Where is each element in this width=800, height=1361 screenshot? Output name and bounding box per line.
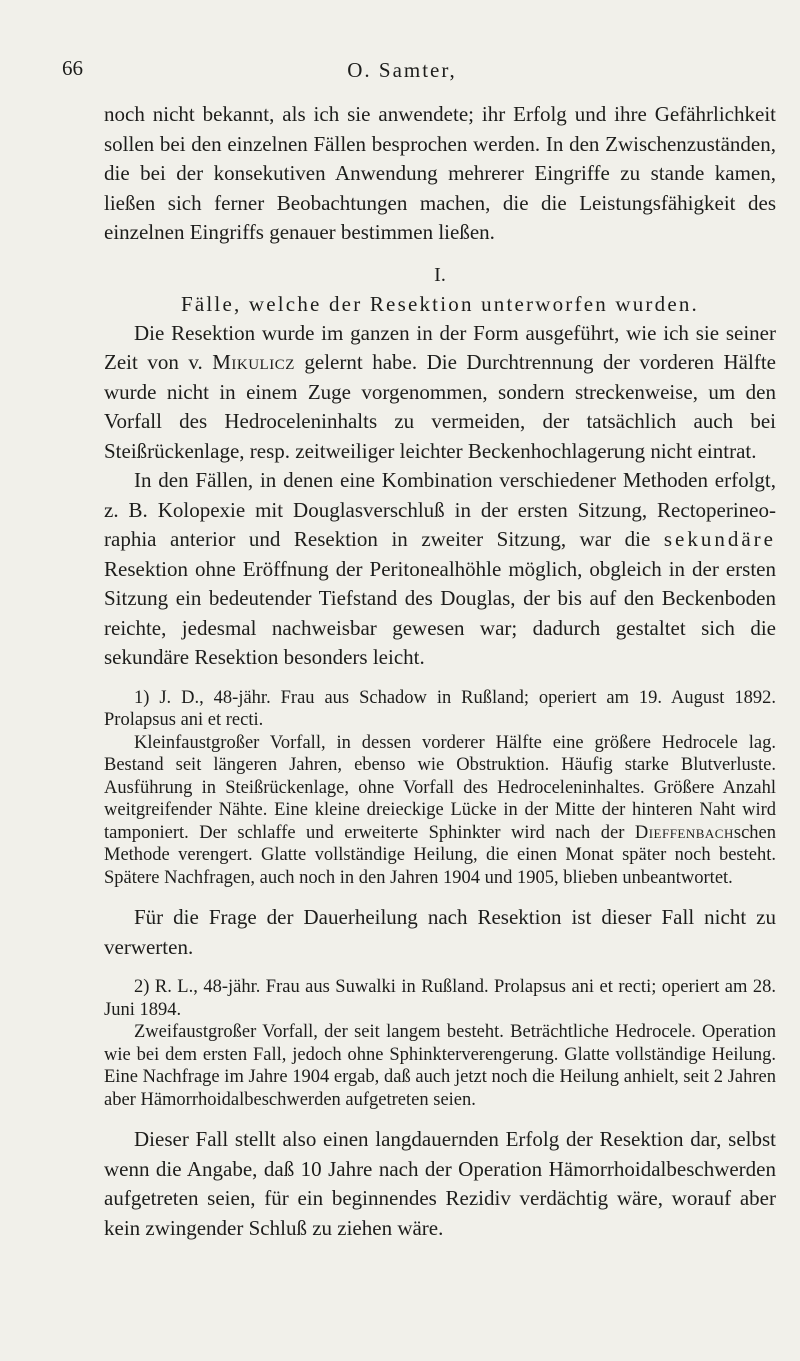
text-run: Resektion ohne Eröffnung der Peritonealhöhle möglich, obgleich in der ersten Sitzung ein bedeutender Tiefstand des Douglas, der bis auf den Beckenboden reichte, jedesmal nachweisbar gewesen war; dadurch gestaltet sich die sekundäre Resektion besonders leicht.: [104, 556, 776, 669]
section-title: Fälle, welche der Resektion unterworfen wurden.: [180, 291, 699, 316]
paragraph-case-2-evaluation: Dieser Fall stellt also einen langdauernden Erfolg der Resektion dar, selbst wenn die Angabe, daß 10 Jahre nach der Operation Hämorrhoidalbeschwerden aufgetreten seien, für ein beginnendes Rezidiv verdächtig wäre, worauf aber kein zwingender Schluß zu ziehen wäre.: [104, 1127, 776, 1240]
page-content: [104, 100, 776, 1243]
paragraph-intro: noch nicht bekannt, als ich sie anwendete; ihr Erfolg und ihre Gefährlichkeit sollen bei den einzelnen Fällen besprochen werden. In den Zwischenzuständen, die bei der konsekutiven Anwendung mehrerer Eingriffe zu stande kamen, ließen sich ferner Beobachtungen machen, die die Leistungsfähigkeit des einzelnen Eingriffs genauer bestimmen ließen.: [104, 102, 776, 244]
page-header: [62, 56, 742, 96]
running-head: O. Samter,: [347, 58, 457, 82]
author-name: Dieffenbach: [634, 822, 734, 843]
author-name: Mikulicz: [212, 350, 295, 374]
case-2-heading: 2) R. L., 48-jähr. Frau aus Suwalki in Rußland. Prolapsus ani et recti; operiert am 28. Juni 1894.: [104, 977, 776, 1020]
page-number: 66: [62, 56, 83, 80]
case-1-description: [104, 732, 776, 890]
text-run: Die Resektion wurde im ganzen in der Form ausgeführt, wie ich sie seiner Zeit von v.: [104, 320, 776, 374]
text-run: schen Methode verengert. Glatte vollständige Heilung, die einen Monat später noch besteht. Spätere Nachfragen, auch noch in den Jahren 1904 und 1905, blieben unbeantwortet.: [104, 822, 776, 888]
text-run: gelernt habe. Die Durchtrennung der vorderen Hälfte wurde nicht in einem Zuge vorgenommen, sondern streckenweise, um den Vorfall des Hedroceleninhalts zu vermeiden, der tatsächlich auch bei Steißrückenlage, resp. zeitweiliger leichter Beckenhochlagerung nicht eintrat.: [104, 350, 776, 463]
emphasis-text: sekundäre: [663, 527, 776, 551]
case-2-description: Zweifaustgroßer Vorfall, der seit langem besteht. Beträchtliche Hedrocele. Operation wie bei dem ersten Fall, jedoch ohne Sphinkterverengerung. Glatte vollständige Heilung. Eine Nachfrage im Jahre 1904 ergab, daß auch jetzt noch die Heilung anhielt, seit 2 Jahren aber Hämorrhoidalbeschwerden aufgetreten seien.: [104, 1022, 776, 1110]
paragraph-combination: [104, 466, 776, 673]
paragraph-resection-method: [104, 319, 776, 467]
section-number: I.: [434, 263, 446, 286]
case-1-heading: 1) J. D., 48-jähr. Frau aus Schadow in Rußland; operiert am 19. August 1892. Prolapsus ani et recti.: [104, 687, 776, 730]
text-run: In den Fällen, in denen eine Kombination verschiedener Methoden erfolgt, z. B. Kolopexie mit Douglasverschluß in der ersten Sitzung, Rectoperineo-raphia anterior und Resektion in zweiter Sitzung, war die: [104, 468, 776, 551]
paragraph-case-1-evaluation: Für die Frage der Dauerheilung nach Resektion ist dieser Fall nicht zu verwerten.: [104, 905, 776, 959]
text-run: Kleinfaustgroßer Vorfall, in dessen vorderer Hälfte eine größere Hedrocele lag. Bestand seit längeren Jahren, ebenso wie Obstruktion. Häufig starke Blutverluste. Ausführung in Steißrückenlage, ohne Vorfall des Hedroceleninhaltes. Größere Anzahl weitgreifender Nähte. Eine kleine dreieckige Lücke in der Mitte der hinteren Naht wird tamponiert. Der schlaffe und erweiterte Sphinkter wird nach der: [104, 732, 776, 843]
